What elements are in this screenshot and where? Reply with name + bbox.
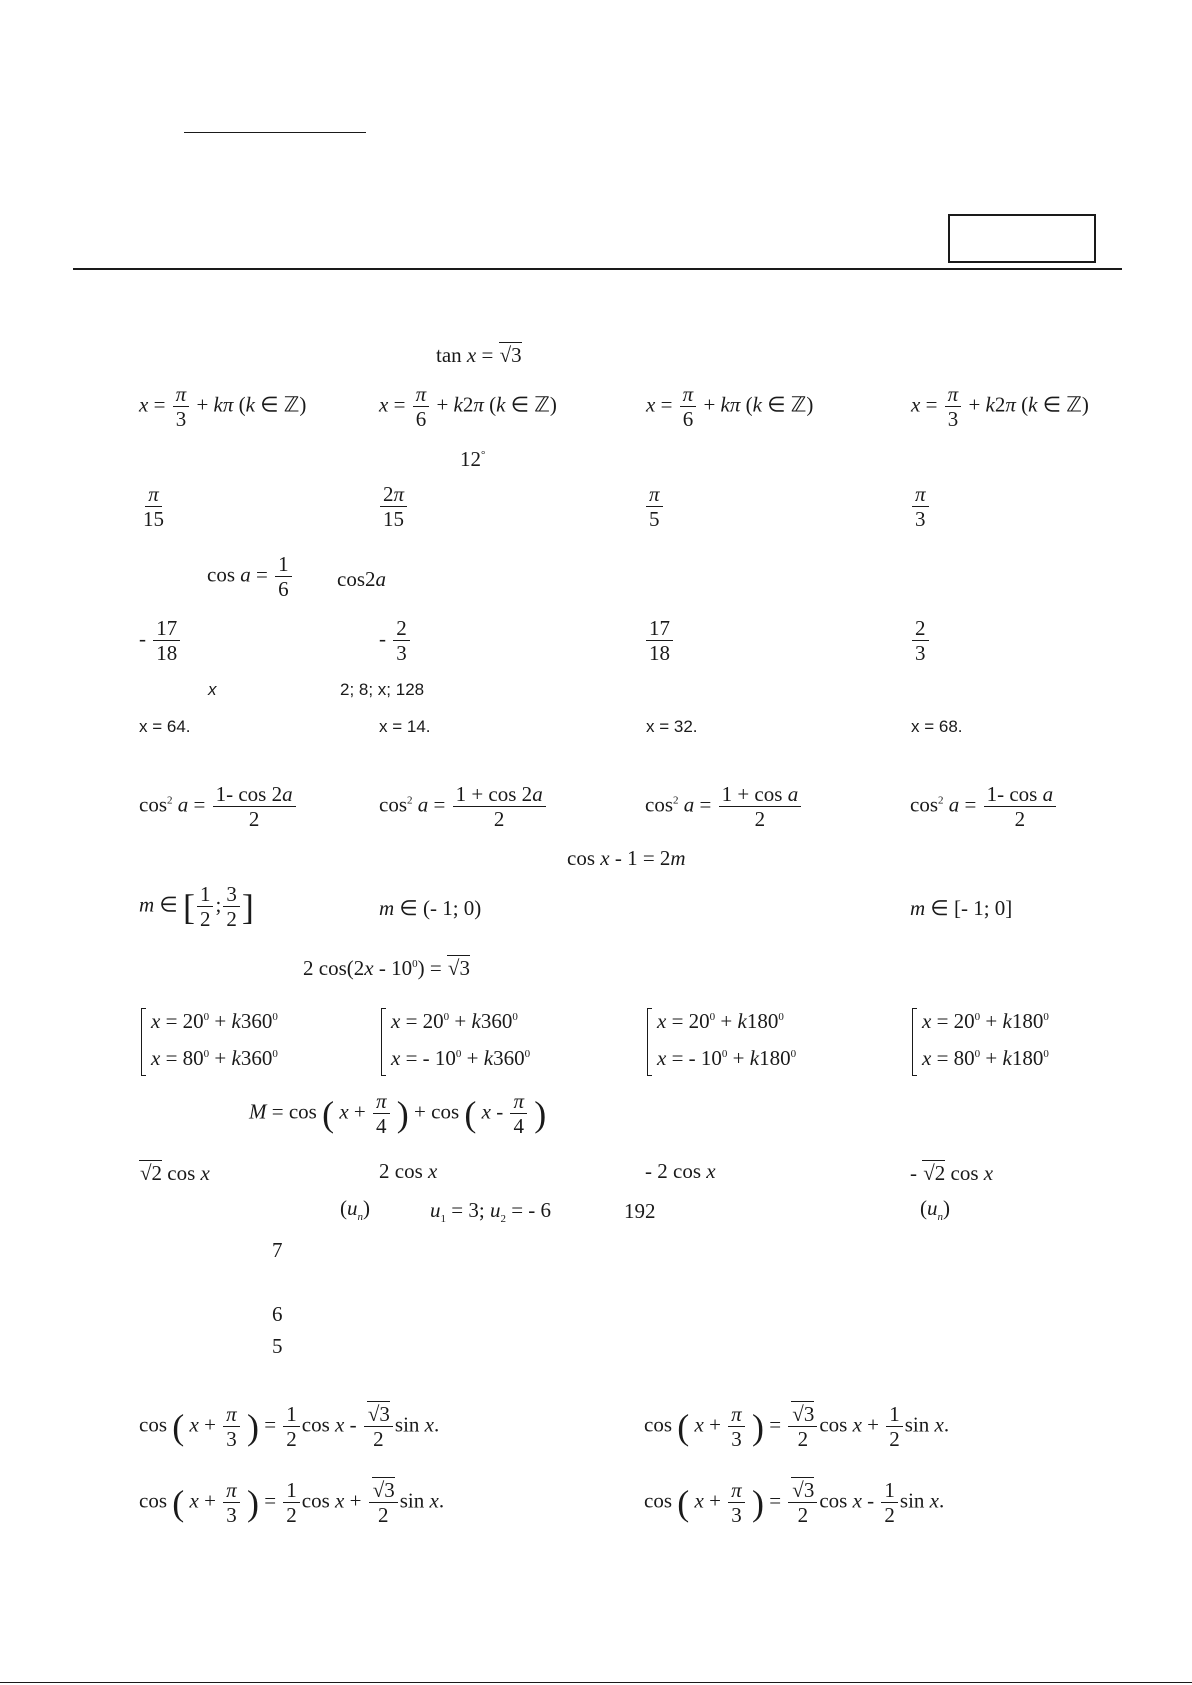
- q9-option-a[interactable]: 7: [272, 1238, 283, 1262]
- q7-option-a[interactable]: $x = 20^0 + k360^0$ $x = 80^0 + k360^0$: [151, 1009, 278, 1070]
- header-underline: [184, 132, 366, 133]
- q4-option-c[interactable]: x = 32.: [646, 717, 698, 736]
- q5-option-d[interactable]: $\cos^2 a$ = $\frac{\text{1- cos a}}{2}$: [910, 782, 1058, 831]
- q9-option-c[interactable]: 6: [272, 1302, 283, 1326]
- q8-option-a[interactable]: √2 cos x: [140, 1161, 210, 1185]
- q4-option-b[interactable]: x = 14.: [379, 717, 431, 736]
- q9-stem-sequence-2: $(u_n)$: [920, 1196, 950, 1224]
- q6-stem: cos x - 1 = 2m: [567, 846, 686, 870]
- q1-option-a[interactable]: x = $\frac{\pi}{3}$ + kπ (k ∈ ℤ): [139, 382, 307, 432]
- q9-option-d[interactable]: 5: [272, 1334, 283, 1358]
- q9-stem-value: 192: [624, 1199, 656, 1223]
- q6-option-a[interactable]: m ∈ [ $\frac{1}{2}$ ; $\frac{3}{2}$ ]: [139, 882, 254, 932]
- q7-option-d[interactable]: $x = 20^0 + k180^0$ $x = 80^0 + k180^0$: [922, 1009, 1049, 1070]
- q10-option-b[interactable]: cos ( x + $\frac{\pi}{3}$ ) = $\frac{√3}{2}$ cos x + $\frac{1}{2}$ sin x.: [644, 1402, 950, 1452]
- q1-option-d[interactable]: x = $\frac{\pi}{3}$ + k2π (k ∈ ℤ): [911, 382, 1089, 432]
- q8-stem: M = cos ( x + $\frac{\pi}{4}$ ) + cos ( x - $\frac{\pi}{4}$ ): [249, 1089, 547, 1139]
- q3-option-c[interactable]: $\frac{17}{18}$: [644, 616, 675, 665]
- q2-option-c[interactable]: $\frac{\pi}{5}$: [644, 482, 665, 531]
- q7-bracket-d: [912, 1008, 917, 1076]
- q4-option-d[interactable]: x = 68.: [911, 717, 963, 736]
- q1-option-b[interactable]: x = $\frac{\pi}{6}$ + k2π (k ∈ ℤ): [379, 382, 557, 432]
- q2-option-d[interactable]: $\frac{\pi}{3}$: [910, 482, 931, 531]
- header-rule: [73, 268, 1122, 270]
- q3-stem-cos2a: cos2a: [337, 567, 386, 591]
- q8-option-d[interactable]: - √2 cos x: [910, 1161, 994, 1185]
- q4-stem-var: x: [208, 680, 217, 699]
- q6-option-b[interactable]: m ∈ (- 1; 0): [379, 896, 482, 920]
- q9-stem-sequence: $(u_n)$: [340, 1196, 370, 1224]
- q7-bracket-a: [141, 1008, 146, 1076]
- q4-stem-sequence: 2; 8; x; 128: [340, 680, 425, 699]
- q5-option-a[interactable]: $\cos^2 a$ = $\frac{1- \cos 2a}{2}$: [139, 782, 298, 831]
- q10-option-d[interactable]: cos ( x + $\frac{\pi}{3}$ ) = $\frac{√3}{2}$ cos x - $\frac{1}{2}$ sin x.: [644, 1478, 945, 1528]
- q3-option-a[interactable]: - $\frac{17}{18}$: [139, 616, 182, 665]
- q3-option-d[interactable]: $\frac{2}{3}$: [910, 616, 931, 665]
- footer-rule: [0, 1682, 1192, 1683]
- q7-option-b[interactable]: $x = 20^0 + k360^0$ x = - $10^0 + k360^0$: [391, 1009, 531, 1070]
- score-box: [948, 214, 1096, 263]
- q7-stem: 2 $\cos(2x - 10^0) = √3$: [303, 956, 470, 980]
- q2-stem: 12°: [460, 447, 486, 471]
- q8-option-c[interactable]: - 2 cos x: [645, 1159, 716, 1183]
- q1-stem: tan x = √3: [436, 343, 522, 367]
- q2-option-b[interactable]: $\frac{2\pi}{15}$: [378, 482, 409, 531]
- q2-option-a[interactable]: $\frac{\pi}{15}$: [143, 482, 164, 532]
- q3-option-b[interactable]: - $\frac{2}{3}$: [379, 616, 412, 665]
- q5-option-b[interactable]: $\cos^2 a$ = $\frac{1 + \cos 2a}{2}$: [379, 782, 548, 831]
- q1-option-c[interactable]: x = $\frac{\pi}{6}$ + kπ (k ∈ ℤ): [646, 382, 814, 432]
- q3-stem-cos-a: cos a = $\frac{1}{6}$: [207, 552, 294, 601]
- q6-option-d[interactable]: m ∈ [- 1; 0]: [910, 896, 1013, 920]
- q5-option-c[interactable]: $\cos^2 a$ = $\frac{\text{1 + cos a}}{2}$: [645, 782, 803, 831]
- q10-option-a[interactable]: cos ( x + $\frac{\pi}{3}$ ) = $\frac{1}{2}$ cos x - $\frac{√3}{2}$ sin x.: [139, 1402, 440, 1452]
- q7-bracket-b: [381, 1008, 386, 1076]
- q10-option-c[interactable]: cos ( x + $\frac{\pi}{3}$ ) = $\frac{1}{2}$ cos x + $\frac{√3}{2}$ sin x.: [139, 1478, 445, 1528]
- q8-option-b[interactable]: 2 cos x: [379, 1159, 438, 1183]
- q7-option-c[interactable]: $x = 20^0 + k180^0$ x = - $10^0 + k180^0$: [657, 1009, 797, 1070]
- q9-stem-terms: $u_1 = 3$; $u_2$ = - 6: [430, 1198, 552, 1226]
- q4-option-a[interactable]: x = 64.: [139, 717, 191, 736]
- q7-bracket-c: [647, 1008, 652, 1076]
